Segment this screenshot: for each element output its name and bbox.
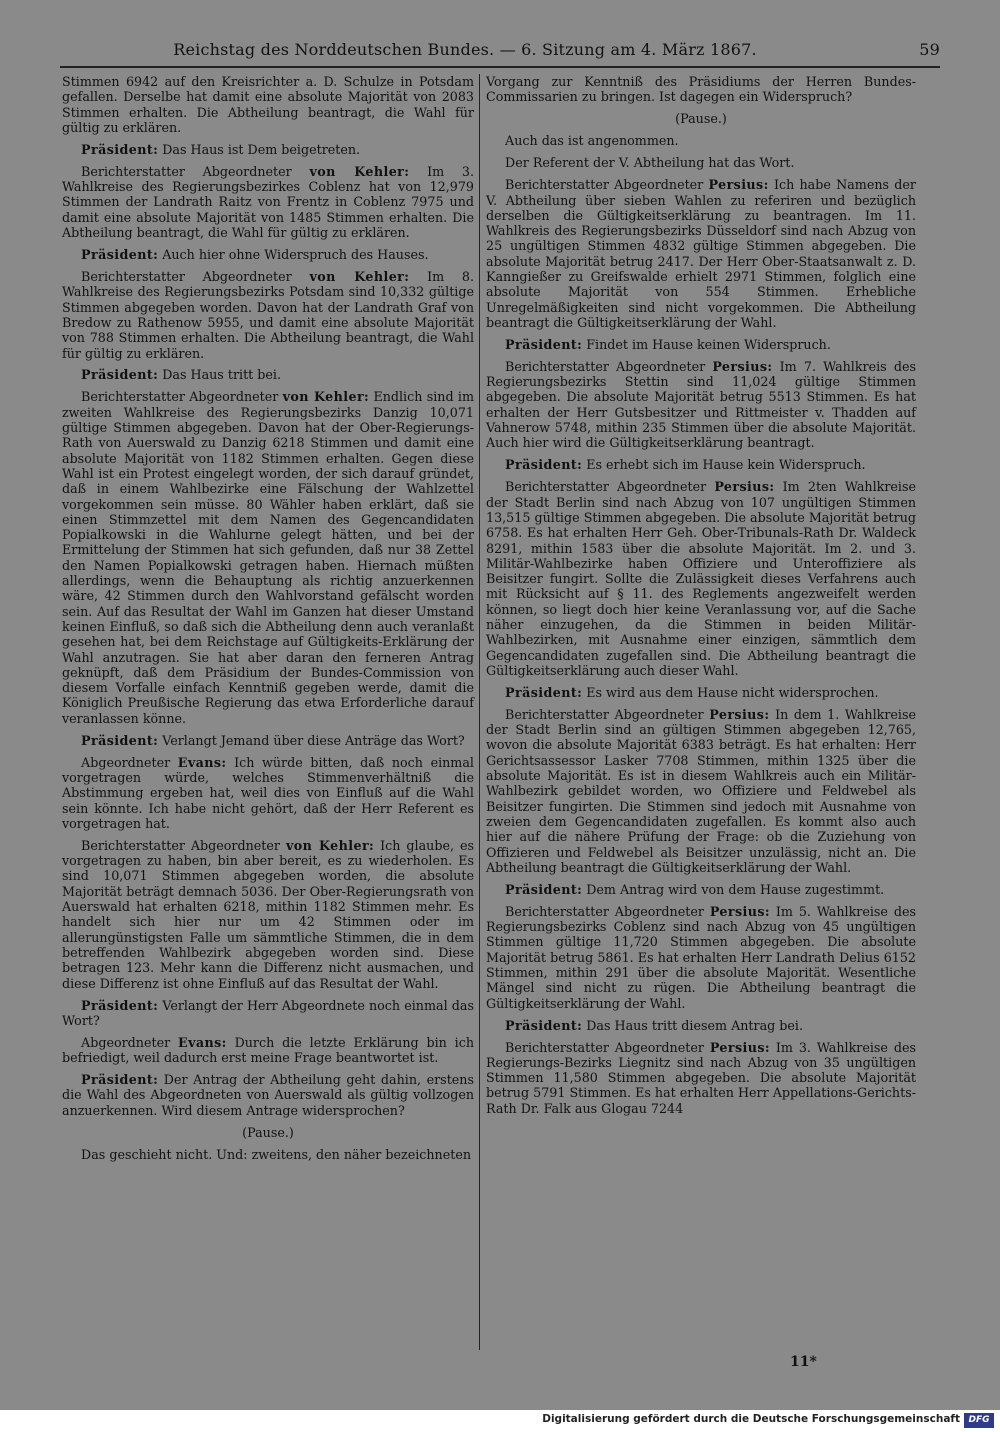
speech-paragraph: [62, 998, 474, 1029]
speaker-name: Evans:: [177, 754, 227, 770]
speaker-name: von Kehler:: [309, 269, 410, 285]
paragraph-text: Der Antrag der Abtheilung geht dahin, erstens die Wahl des Abgeordneten von Auerswald als gültig vollzogen anzuerkennen. Wird diesem Antrage widersprochen?: [62, 1072, 474, 1118]
speaker-name: Persius:: [708, 177, 769, 193]
speaker-role: Berichterstatter Abgeordneter: [505, 1039, 704, 1055]
speech-paragraph: [486, 904, 916, 1011]
speech-paragraph: [62, 733, 474, 748]
speech-paragraph: [486, 707, 916, 875]
paragraph-text: Es wird aus dem Hause nicht widersprochen.: [586, 684, 879, 700]
speech-paragraph: [486, 882, 916, 897]
speaker-name: Persius:: [709, 706, 770, 722]
speaker-role: Berichterstatter Abgeordneter: [505, 479, 707, 495]
speaker-name: Präsident:: [505, 881, 583, 897]
column-divider: [479, 74, 480, 1350]
paragraph-text: Vorgang zur Kenntniß des Präsidiums der Herren Bundes-Commissarien zu bringen. Ist dagegen ein Widerspruch?: [486, 74, 916, 105]
speaker-name: Präsident:: [505, 457, 583, 473]
speaker-role: Berichterstatter Abgeordneter: [81, 269, 292, 285]
speech-paragraph: [486, 359, 916, 451]
stage-direction: [62, 1125, 474, 1140]
paragraph-text: Durch die letzte Erklärung bin ich befriedigt, weil dadurch erst meine Frage beantwortet ist.: [62, 1034, 474, 1066]
speaker-role: Berichterstatter Abgeordneter: [505, 358, 706, 374]
speaker-name: Präsident:: [81, 247, 159, 263]
speaker-role: Berichterstatter Abgeordneter: [505, 903, 704, 919]
speaker-role: Berichterstatter Abgeordneter: [505, 177, 704, 193]
speaker-name: von Kehler:: [285, 837, 375, 853]
speech-paragraph: [62, 142, 474, 157]
speaker-name: Präsident:: [81, 367, 159, 383]
speech-paragraph: [486, 155, 916, 170]
funding-credit: Digitalisierung gefördert durch die Deutsche Forschungsgemeinschaft: [542, 1413, 960, 1425]
speaker-name: Präsident:: [81, 141, 159, 157]
paragraph-text: Findet im Hause keinen Widerspruch.: [586, 336, 831, 352]
paragraph-text: Es erhebt sich im Hause kein Widerspruch.: [586, 457, 866, 473]
speaker-name: Präsident:: [505, 684, 583, 700]
paragraph-text: Ich glaube, es vorgetragen zu haben, bin aber bereit, es zu wiederholen. Es sind 10,071 Stimmen abgegeben worden, die absolute Majorität beträgt demnach 5036. Der Ober-Regierungsrath von Auerswald hat erhalten 6218, mithin 1182 Stimmen mehr. Es handelt sich hier nur um 42 Stimmen oder im allerungünstigsten Falle um sämmtliche Stimmen, die in dem betreffenden Wahlbezirk abgegeben worden sind. Diese betragen 123. Mehr kann die Differenz nicht ausmachen, und diese Differenz ist ohne Einfluß auf das Resultat der Wahl.: [62, 837, 474, 991]
paragraph-text: Verlangt Jemand über diese Anträge das Wort?: [162, 732, 465, 748]
speaker-name: Präsident:: [505, 1017, 583, 1033]
page-number: 59: [919, 40, 940, 59]
paragraph-text: Auch hier ohne Widerspruch des Hauses.: [162, 247, 429, 263]
speaker-name: Persius:: [709, 1039, 770, 1055]
paragraph-text: (Pause.): [242, 1124, 294, 1140]
speech-paragraph: [62, 164, 474, 240]
paragraph-text: Das Haus ist Dem beigetreten.: [162, 141, 361, 157]
speech-paragraph: [486, 177, 916, 330]
paragraph-text: Dem Antrag wird von dem Hause zugestimmt.: [586, 881, 885, 897]
speech-paragraph: [486, 1018, 916, 1033]
speech-paragraph: [62, 1072, 474, 1118]
right-column: [486, 74, 916, 1123]
speaker-name: Präsident:: [81, 997, 159, 1013]
speaker-role: Berichterstatter Abgeordneter: [81, 389, 279, 405]
speaker-role: Berichterstatter Abgeordneter: [81, 163, 292, 179]
paragraph-text: Verlangt der Herr Abgeordnete noch einmal das Wort?: [62, 997, 474, 1028]
dfg-logo: DFG: [964, 1413, 994, 1428]
paragraph-text: Endlich sind im zweiten Wahlkreise des Regierungsbezirks Danzig 10,071 gültige Stimmen abgegeben. Davon hat der Ober-Regierungs-Rath von Auerswald zu Danzig 6218 Stimmen und damit eine absolute Majorität von 1182 Stimmen erhalten. Gegen diese Wahl ist ein Protest eingelegt worden, der sich darauf gründet, daß in einem Wahlbezirke eine Fälschung der Wahlzettel vorgekommen sein müsse. 80 Wähler haben erklärt, daß sie einen Stimmzettel mit dem Namen des Gegencandidaten Popialkowski in die Wahlurne gelegt hätten, und bei der Ermittelung der Stimmen hat sich gefunden, daß nur 38 Zettel den Namen Popialkowski getragen haben. Hiernach müßten allerdings, wenn die Behauptung als richtig anzuerkennen wäre, 42 Stimmen durch den Wahlvorstand gefälscht worden sein. Auf das Resultat der Wahl im Ganzen hat dieser Umstand keinen Einfluß, so daß sich die Abtheilung denn auch veranlaßt gesehen hat, bei dem Reichstage auf Gültigkeits-Erklärung der Wahl anzutragen. Sie hat aber daran den ferneren Antrag geknüpft, daß dem Präsidium der Bundes-Commission von diesem Vorfalle einfach Kenntniß gegeben werde, damit die Königlich Preußische Regierung das etwa Erforderliche darauf veranlassen könne.: [62, 389, 474, 726]
paragraph-text: Im 2ten Wahlkreise der Stadt Berlin sind nach Abzug von 107 ungültigen Stimmen 13,515 gültige Stimmen abgegeben. Die absolute Majorität betrug 6758. Es hat erhalten Herr Geh. Ober-Tribunals-Rath Dr. Waldeck 8291, mithin 1583 über die absolute Majorität. Im 2. und 3. Militär-Wahlbezirke haben Offiziere und Unteroffiziere als Beisitzer fungirt. Sollte die Zulässigkeit dieses Verfahrens auch mit Rücksicht auf § 11. des Reglements angezweifelt werden können, so liegt doch hier keine Veranlassung vor, auf die Sache näher einzugehen, da die Stimmen in beiden Militär-Wahlbezirken, mit Ausnahme einer einzigen, sämmtlich dem Gegencandidaten zugefallen sind. Die Abtheilung beantragt die Gültigkeitserklärung auch dieser Wahl.: [486, 479, 916, 678]
speaker-role: Abgeordneter: [81, 1034, 171, 1050]
continued-paragraph: [486, 74, 916, 105]
speech-paragraph: [62, 269, 474, 361]
speech-paragraph: [486, 133, 916, 148]
paragraph-text: Im 3. Wahlkreise des Regierungs-Bezirks Liegnitz sind nach Abzug von 35 ungültigen Stimmen 11,580 Stimmen abgegeben. Die absolute Majorität betrug 5791 Stimmen. Es hat erhalten Herr Appellations-Gerichts-Rath Dr. Falk aus Glogau 7244: [486, 1039, 916, 1116]
speaker-name: Persius:: [714, 479, 775, 495]
continued-paragraph: [62, 74, 474, 135]
speech-paragraph: [486, 479, 916, 678]
speaker-name: Präsident:: [81, 1072, 159, 1088]
speech-paragraph: [486, 685, 916, 700]
speaker-name: Präsident:: [505, 336, 583, 352]
paragraph-text: Der Referent der V. Abtheilung hat das Wort.: [505, 155, 795, 171]
paragraph-text: Das geschieht nicht. Und: zweitens, den näher bezeichneten: [81, 1146, 472, 1162]
paragraph-text: Ich würde bitten, daß noch einmal vorgetragen würde, welches Stimmenverhältniß die Abstimmung ergeben hat, weil dies von Einfluß auf die Wahl sein könnte. Ich habe nicht gehört, daß der Herr Referent es vorgetragen hat.: [62, 754, 474, 831]
speech-paragraph: [486, 1040, 916, 1116]
speech-paragraph: [62, 389, 474, 726]
paragraph-text: In dem 1. Wahlkreise der Stadt Berlin sind an gültigen Stimmen abgegeben 12,765, wovon die absolute Majorität 6383 beträgt. Es hat erhalten: Herr Gerichtsassessor Lasker 7708 Stimmen, mithin 1325 über die absolute Majorität. Es ist in diesem Wahlkreis auch ein Militär-Wahlbezirk gebildet worden, wo Offiziere und Feldwebel als Beisitzer fungirten. Die Stimmen sind jedoch mit Ausnahme von zweien dem Gegencandidaten zugefallen. Es kommt also auch hier auf die nähere Prüfung der Frage: ob die Zuziehung von Offizieren und Feldwebel als Beisitzer unzulässig, nicht an. Die Abtheilung beantragt die Gültigkeitserklärung der Wahl.: [486, 706, 916, 875]
speech-paragraph: [62, 755, 474, 831]
speaker-name: von Kehler:: [309, 163, 410, 179]
speaker-name: Persius:: [712, 358, 773, 374]
paragraph-text: Das Haus tritt diesem Antrag bei.: [586, 1017, 804, 1033]
paragraph-text: Stimmen 6942 auf den Kreisrichter a. D. Schulze in Potsdam gefallen. Derselbe hat damit eine absolute Majorität von 2083 Stimmen erhalten. Die Abtheilung beantragt, die Wahl für gültig zu erklären.: [62, 74, 474, 135]
speech-paragraph: [62, 1035, 474, 1066]
paragraph-text: Im 7. Wahlkreis des Regierungsbezirks Stettin sind 11,024 gültige Stimmen abgegeben. Die absolute Majorität betrug 5513 Stimmen. Es hat erhalten der Herr Gutsbesitzer und Rittmeister v. Thadden auf Vahnerow 5748, mithin 235 Stimmen über die absolute Majorität. Auch hier wird die Gültigkeitserklärung beantragt.: [486, 358, 916, 451]
speaker-name: Präsident:: [81, 732, 159, 748]
speech-paragraph: [486, 337, 916, 352]
paragraph-text: Auch das ist angenommen.: [505, 133, 679, 149]
running-head: Reichstag des Norddeutschen Bundes. — 6. Sitzung am 4. März 1867.: [173, 40, 757, 59]
paragraph-text: (Pause.): [675, 111, 727, 127]
speech-paragraph: [62, 367, 474, 382]
speech-paragraph: [62, 838, 474, 991]
paragraph-text: Ich habe Namens der V. Abtheilung über sieben Wahlen zu referiren und bezüglich derselben die Gültigkeitserklärung zu beantragen. Im 11. Wahlkreis des Regierungsbezirks Düsseldorf sind nach Abzug von 25 ungültigen Stimmen 4832 gültige Stimmen abgegeben. Die absolute Majorität betrug 2417. Der Herr Ober-Staatsanwalt z. D. Kanngießer zu Greifswalde erhielt 2971 Stimmen, folglich eine absolute Majorität von 554 Stimmen. Erhebliche Unregelmäßigkeiten sind nicht vorgekommen. Die Abtheilung beantragt die Gültigkeitserklärung der Wahl.: [486, 177, 916, 330]
page-header: [60, 36, 940, 68]
speech-paragraph: [486, 457, 916, 472]
speaker-name: Persius:: [709, 903, 770, 919]
signature-mark: 11*: [790, 1354, 817, 1370]
stage-direction: [486, 111, 916, 126]
paragraph-text: Im 8. Wahlkreise des Regierungsbezirks Potsdam sind 10,332 gültige Stimmen abgegeben worden. Davon hat der Landrath Graf von Bredow zu Rathenow 5955, und damit eine absolute Majorität von 788 Stimmen erhalten. Die Abtheilung beantragt, die Wahl für gültig zu erklären.: [62, 269, 474, 361]
paragraph-text: Das Haus tritt bei.: [162, 367, 282, 383]
speaker-name: Evans:: [178, 1034, 227, 1050]
paragraph-text: Im 3. Wahlkreise des Regierungsbezirkes Coblenz hat von 12,979 Stimmen der Landrath Raitz von Frentz in Coblenz 7975 und damit eine absolute Majorität von 1485 Stimmen erhalten. Die Abtheilung beantragt, die Wahl für gültig zu erklären.: [62, 163, 474, 241]
speech-paragraph: [62, 1147, 474, 1162]
left-column: [62, 74, 474, 1169]
speaker-name: von Kehler:: [282, 389, 370, 405]
speech-paragraph: [62, 247, 474, 262]
speaker-role: Abgeordneter: [81, 754, 171, 770]
speaker-role: Berichterstatter Abgeordneter: [505, 706, 704, 722]
paragraph-text: Im 5. Wahlkreise des Regierungsbezirks Coblenz sind nach Abzug von 45 ungültigen Stimmen gültige 11,720 Stimmen abgegeben. Die absolute Majorität betrug 5861. Es hat erhalten Herr Landrath Delius 6152 Stimmen, mithin 291 über die absolute Majorität. Wesentliche Mängel sind nicht zu rügen. Die Abtheilung beantragt die Gültigkeitserklärung der Wahl.: [486, 903, 916, 1011]
speaker-role: Berichterstatter Abgeordneter: [81, 837, 280, 853]
